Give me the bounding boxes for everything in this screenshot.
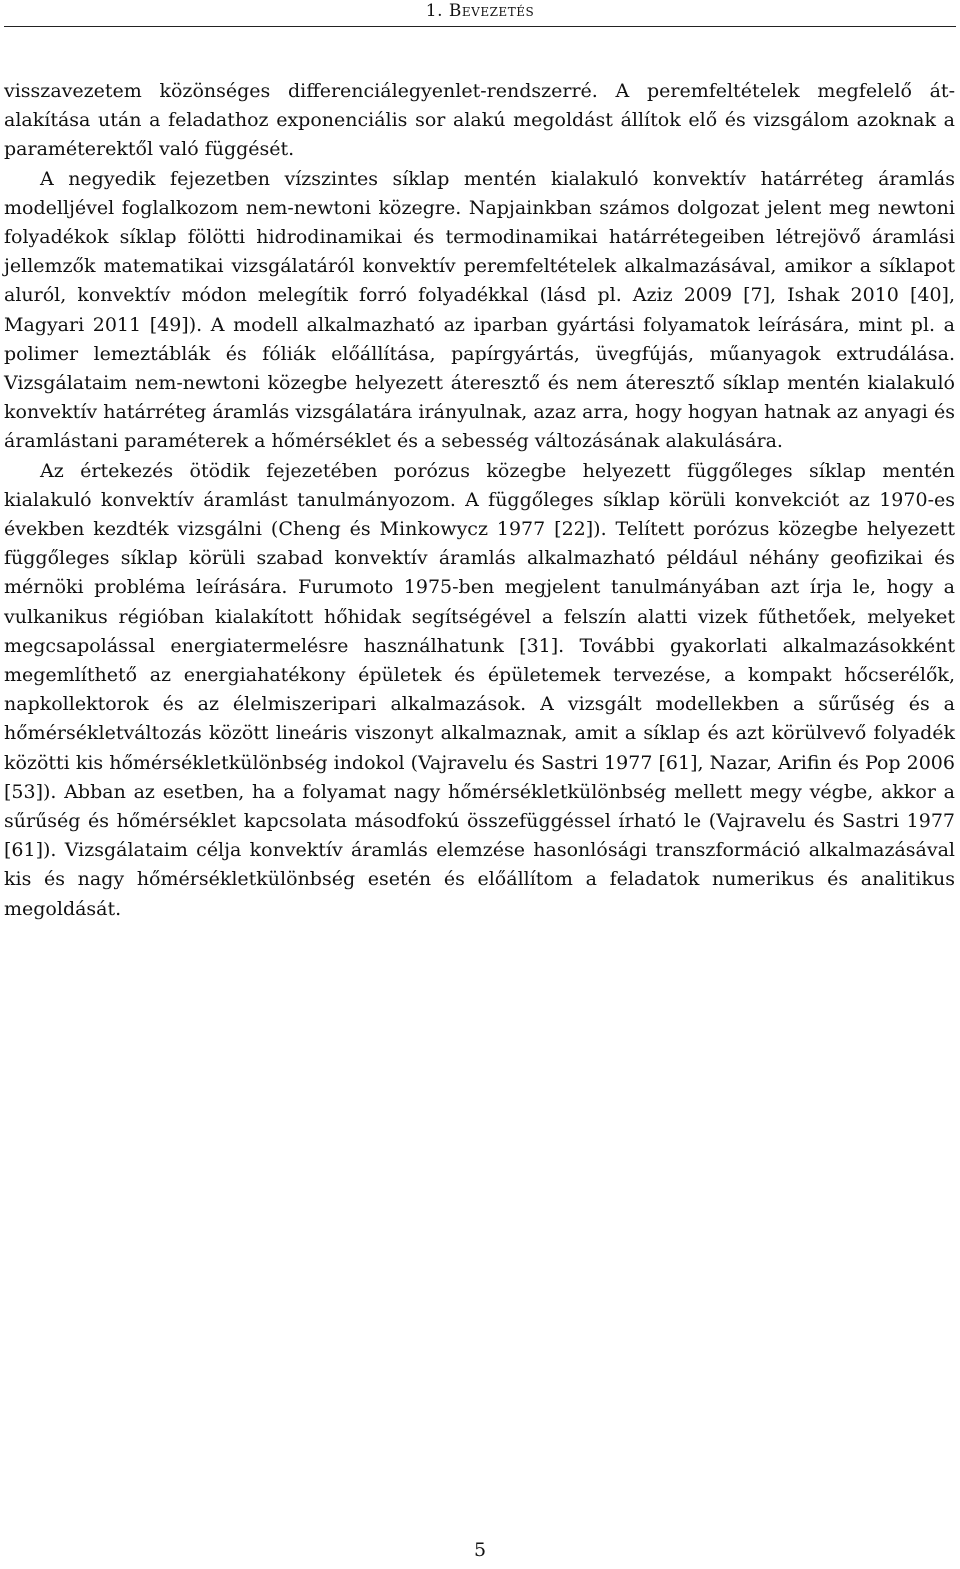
running-header: [4, 0, 956, 27]
paragraph-chapter-five: Az értekezés ötödik fejezetében porózus közegbe helyezett függőleges síklap mentén kialakuló konvektív áramlást tanulmányozom. A függőleges síklap körüli konvekciót az 1970-es években kezdték vizsgálni (Cheng és Minkowycz 1977 [22]). Telített porózus közegbe helyezett függőleges síklap körüli szabad konvektív áramlás alkalmazható például néhány geofizikai és mérnöki probléma leírására. Furumoto 1975-ben megjelent tanulmányában azt írja le, hogy a vulkanikus régióban kialakított hőhidak segítségével a felszín alatti vizek fűthetőek, melyeket megcsapolással energiatermelésre használhatunk [31]. További gyakorlati alkalmazásokként megemlíthető az energiahatékony épületek és épületemek tervezése, a kompakt hőcserélők, napkollektorok és az élelmiszeripari alkalmazások. A vizsgált modellekben a sűrűség és a hőmérsékletváltozás között lineáris viszonyt alkalmaznak, amit a síklap és azt körülvevő folyadék közötti kis hőmérsékletkülönbség indokol (Vajravelu és Sastri 1977 [61], Nazar, Arifin és Pop 2006 [53]). Abban az esetben, ha a folyamat nagy hőmérsékletkülönbség mellett megy végbe, akkor a sűrűség és hőmérséklet kapcsolata másodfokú összefüggéssel írható le (Vajravelu és Sastri 1977 [61]). Vizsgálataim célja konvektív áramlás elemzése hasonlósági transzformáció alkalmazásával kis és nagy hőmérsékletkülönbség esetén és előállítom a feladatok numerikus és analitikus megoldását.: [4, 459, 955, 920]
page-number: 5: [473, 1539, 487, 1561]
paragraph-chapter-four: A negyedik fejezetben vízszintes síklap mentén kialakuló konvektív határréteg áramlás modelljével foglalkozom nem-newtoni közegre. Napjainkban számos dolgozat jelent meg newtoni folyadékok síklap fölötti hidrodinamikai és termodinamikai határrétegeiben létrejövő áramlási jellemzők matematikai vizsgálatáról konvektív peremfeltételek alkalmazásával, amikor a síklapot aluról, konvektív módon melegítik forró folyadékkal (lásd pl. Aziz 2009 [7], Ishak 2010 [40], Magyari 2011 [49]). A modell alkalmazható az iparban gyártási folyamatok leírására, mint pl. a polimer lemeztáblák és fóliák előállítása, papírgyártás, üvegfújás, műanyagok extrudálása. Vizsgálataim nem-newtoni közegbe helyezett áteresztő és nem áteresztő síklap mentén kialakuló konvektív határréteg áramlás vizsgálatára irányulnak, azaz arra, hogy hogyan hatnak az anyagi és áramlástani paraméterek a hőmérséklet és a sebesség változásának alakulására.: [4, 167, 955, 453]
body-text: [4, 77, 955, 924]
paragraph-continuation: visszavezetem közönséges differenciálegyenlet-rendszerré. A peremfeltételek megfelelő átalakítása után a feladathoz exponenciális sor alakú megoldást állítok elő és vizsgálom azoknak a paraméterektől való függését.: [4, 80, 955, 161]
chapter-heading: 1. Bevezetés: [425, 1, 535, 21]
